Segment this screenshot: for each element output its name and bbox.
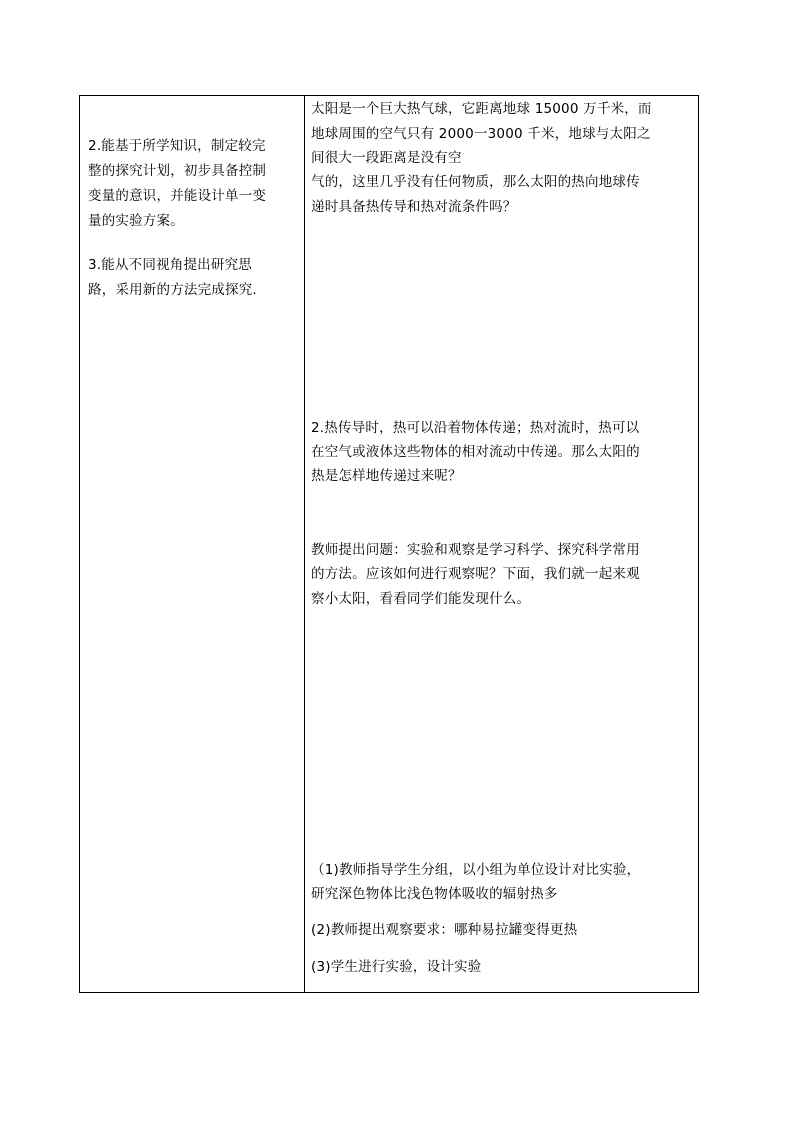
objective-2-line-3: 变量的意识，并能设计单一变 [88, 188, 267, 204]
question-2-line-3: 热是怎样地传递过来呢？ [311, 468, 462, 484]
objective-2-line-2: 整的探究计划，初步具备控制 [88, 163, 267, 179]
objective-2-line-4: 量的实验方案。 [88, 213, 184, 229]
question-2-line-2: 在空气或液体这些物体的相对流动中传递。那么太阳的 [311, 444, 640, 460]
step-1-line-1: （1)教师指导学生分组，以小组为单位设计对比实验， [311, 862, 641, 878]
step-1-line-2: 研究深色物体比浅色物体吸收的辐射热多 [311, 886, 558, 902]
teacher-question-line-1: 教师提出问题：实验和观察是学习科学、探究科学常用 [311, 542, 640, 558]
column-divider [304, 96, 305, 992]
objective-3-line-2: 路，采用新的方法完成探究. [88, 282, 257, 298]
objective-2-line-1: 2.能基于所学知识，制定较完 [88, 138, 266, 154]
intro-line-2: 地球周围的空气只有 2000一3000 千米，地球与太阳之 [311, 126, 651, 142]
teacher-question-line-3: 察小太阳，看看同学们能发现什么。 [311, 591, 531, 607]
step-2: (2)教师提出观察要求：哪种易拉罐变得更热 [311, 922, 578, 938]
lesson-table [79, 95, 699, 993]
intro-line-5: 递时具备热传导和热对流条件吗？ [311, 199, 517, 215]
teacher-question-line-2: 的方法。应该如何进行观察呢？下面，我们就一起来观 [311, 566, 640, 582]
intro-line-1: 太阳是一个巨大热气球，它距离地球 15000 万千米，而 [311, 101, 652, 117]
intro-line-4: 气的，这里几乎没有任何物质，那么太阳的热向地球传 [311, 174, 640, 190]
question-2-line-1: 2.热传导时，热可以沿着物体传递；热对流时，热可以 [311, 420, 640, 436]
intro-line-3: 间很大一段距离是没有空 [311, 150, 462, 166]
step-3: (3)学生进行实验，设计实验 [311, 959, 482, 975]
objective-3-line-1: 3.能从不同视角提出研究思 [88, 257, 252, 273]
